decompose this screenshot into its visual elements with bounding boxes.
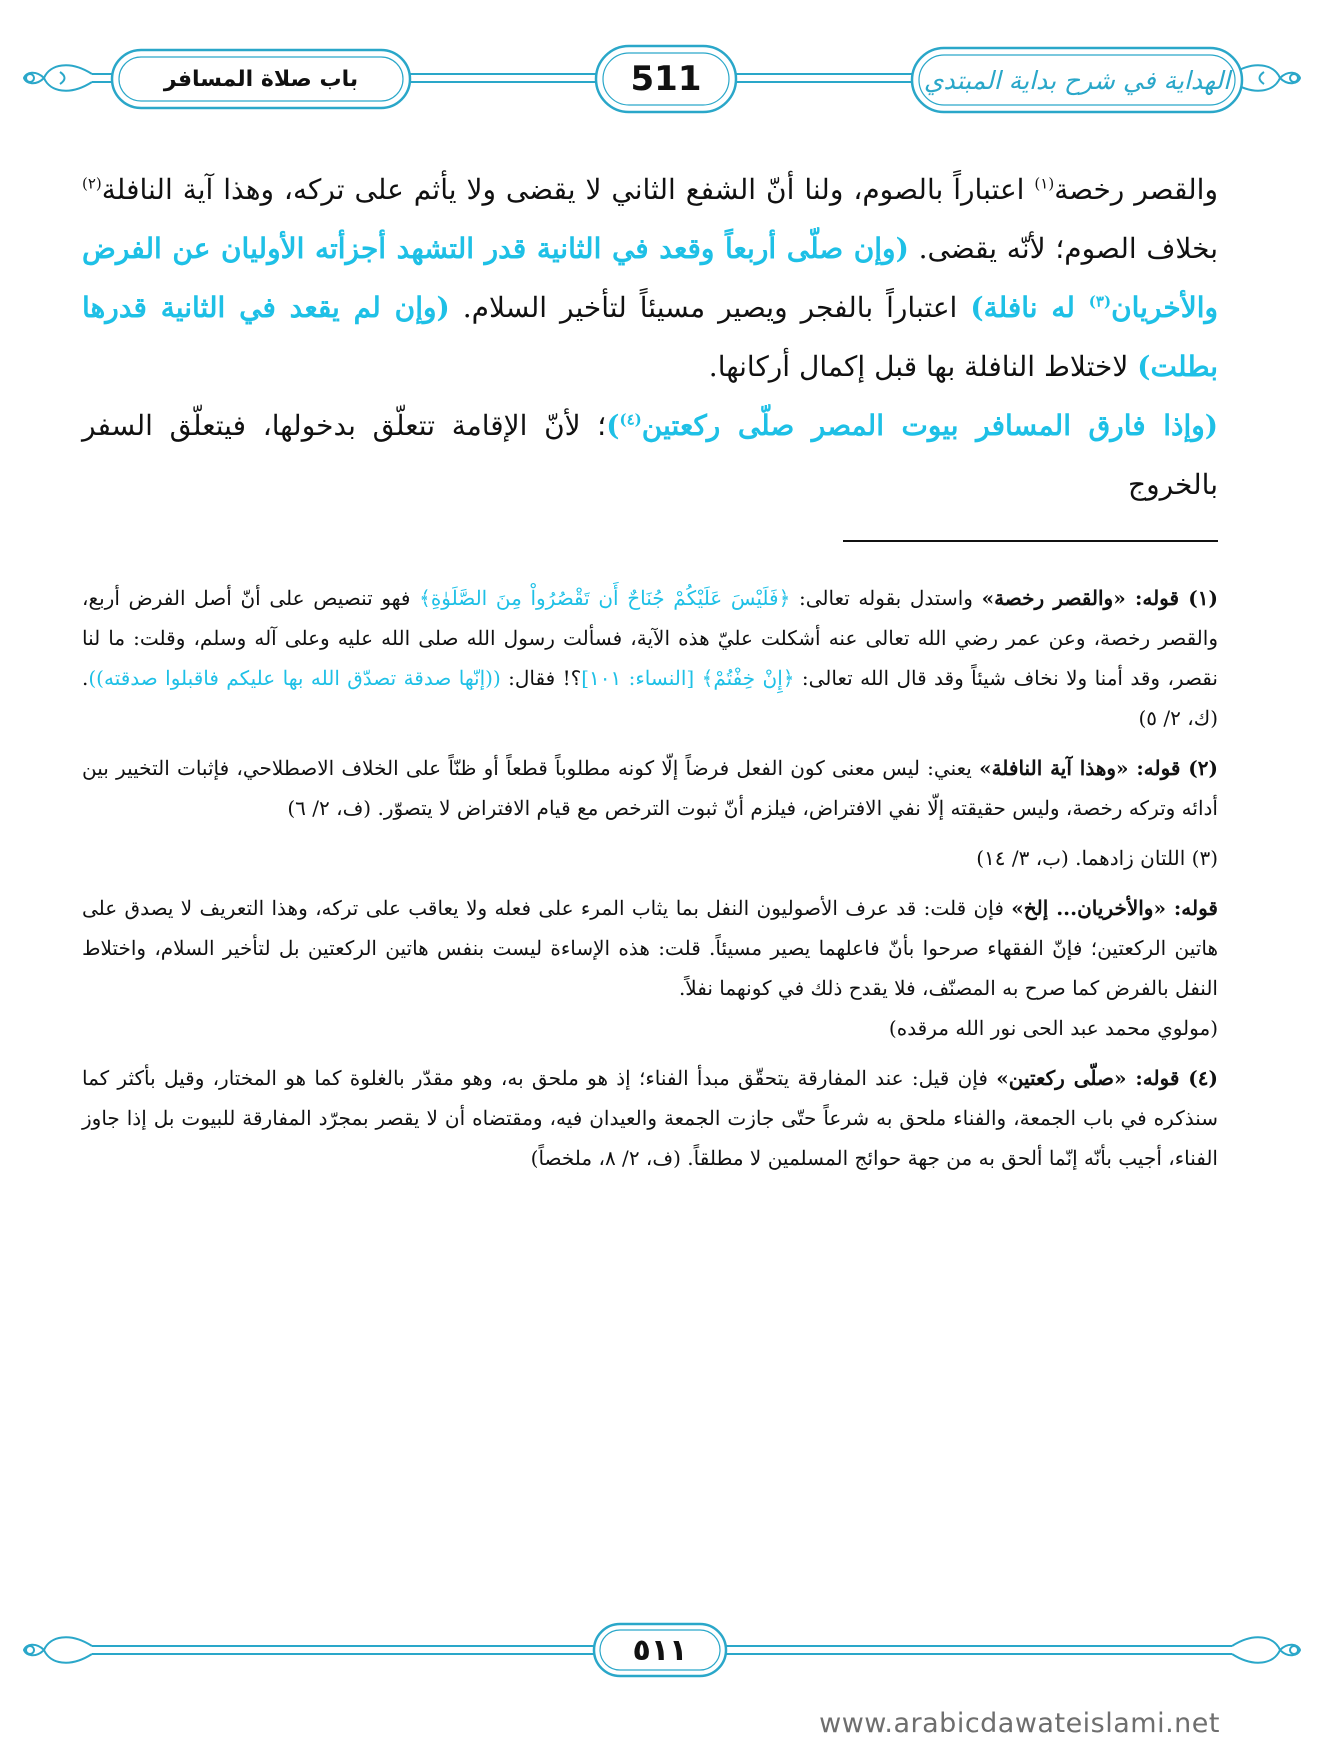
footnote-ref-4[interactable]: (٤) — [619, 410, 642, 429]
matn-highlight: (وإن صلّى أربعاً وقعد في الثانية قدر التشهد أجزأته الأوليان عن الفرض والأخريان — [82, 232, 1218, 324]
footnote-1 — [82, 578, 1218, 738]
matn-highlight: ) — [606, 409, 620, 442]
text-run: ؟! فقال: — [500, 666, 582, 690]
text-run: لاختلاط النافلة بها قبل إكمال أركانها. — [708, 350, 1138, 383]
text-run: واستدل بقوله تعالى: — [790, 586, 982, 610]
footer-page-number: ٥١١ — [632, 1632, 688, 1668]
text-run: فهو تنصيص على أنّ أصل الفرض أربع، والقصر رخصة، وعن عمر رضي الله تعالى عنه أشكلت عليّ هذه الآية، فسألت رسول الله صلى الله عليه وعلى آله وسلم، وقلت: ما لنا نقصر، وقد أمنا ولا نخاف شيئاً وقد قال الله تعالى: — [82, 586, 1218, 690]
book-title-cartouche — [912, 48, 1242, 112]
quran-verse: ﴿إِنْ خِفْتُمْ﴾ [النساء: ١٠١] — [581, 666, 795, 690]
footnote-4 — [82, 1058, 1218, 1178]
matn-highlight: (وإذا فارق المسافر بيوت المصر صلّى ركعتين — [641, 409, 1218, 442]
footnotes — [82, 578, 1218, 1188]
footnote-separator — [843, 540, 1218, 542]
text-run: فإن قلت: قد عرف الأصوليون النفل بما يثاب المرء على فعله ولا يعاقب على تركه، وهذا التعريف لا يصدق على هاتين الركعتين؛ فإنّ الفقهاء صرحوا بأنّ فاعلهما يصير مسيئاً. قلت: هذه الإساءة ليست بنفس هاتين الركعتين بل لتأخير السلام، واختلاط النفل بالفرض كما صرح به المصنّف، فلا يقدح ذلك في كونهما نفلاً. — [82, 896, 1218, 1000]
text-run: فإن قيل: عند المفارقة يتحقّق مبدأ الفناء؛ إذ هو ملحق به، وهو مقدّر بالغلوة كما هو المختار، وقيل بأكثر كما سنذكره في باب الجمعة، والفناء ملحق به شرعاً حتّى جازت الجمعة والعيدان فيه، ومقتضاه أن لا يقصر بمجرّد المفارقة للبيوت بل إذا جاوز الفناء، أجيب بأنّه إنّما ألحق به من جهة حوائج المسلمين لا مطلقاً. (ف، ٢/ ٨، ملخصاً) — [82, 1066, 1218, 1170]
main-text — [82, 160, 1218, 514]
footnote-ref-3[interactable]: (٣) — [1088, 292, 1112, 311]
chapter-title: باب صلاة المسافر — [163, 66, 359, 92]
page-number: 511 — [630, 59, 702, 99]
matn-highlight: (وإن لم يقعد في الثانية قدرها بطلت) — [82, 291, 1218, 383]
text-run: بخلاف الصوم؛ لأنّه يقضى. — [908, 232, 1218, 265]
source-reference: . (ك، ٢/ ٥) — [82, 666, 1218, 730]
text-run: والقصر رخصة — [1054, 173, 1218, 206]
hadith-quote: ((إنّها صدقة تصدّق الله بها عليكم فاقبلوا صدقته)) — [88, 666, 501, 690]
matn-highlight: له نافلة) — [970, 291, 1089, 324]
book-title: الهداية في شرح بداية المبتدي — [923, 65, 1231, 95]
main-paragraph-2 — [82, 396, 1218, 514]
footnote-lead: قوله: «صلّى ركعتين» — [996, 1066, 1180, 1090]
footnote-3 — [82, 838, 1218, 878]
main-paragraph-1 — [82, 160, 1218, 396]
footnote-number: (٢) — [1180, 756, 1218, 780]
text-run: اعتباراً بالصوم، ولنا أنّ الشفع الثاني لا يقضى ولا يأثم على تركه، وهذا آية النافلة — [101, 173, 1035, 206]
footnote-number: (١) — [1179, 586, 1218, 610]
chapter-cartouche — [112, 50, 410, 108]
text-run: اعتباراً بالفجر ويصير مسيئاً لتأخير السلام. — [449, 291, 971, 324]
footnote-lead: قوله: «والأخريان... إلخ» — [1011, 896, 1218, 920]
footnote-lead: قوله: «وهذا آية النافلة» — [979, 756, 1181, 780]
footnote-number: (٤) — [1179, 1066, 1218, 1090]
footer-page-number-cartouche — [594, 1624, 726, 1676]
text-run: ؛ لأنّ الإقامة تتعلّق بدخولها، فيتعلّق السفر بالخروج — [82, 409, 1218, 501]
quran-verse: ﴿فَلَيْسَ عَلَيْكُمْ جُنَاحٌ أَن تَقْصُرُواْ مِنَ الصَّلَوٰةِ﴾ — [419, 586, 791, 610]
commentary-author: (مولوي محمد عبد الحى نور الله مرقده) — [888, 1016, 1218, 1040]
footnote-2 — [82, 748, 1218, 828]
footnote-lead: قوله: «والقصر رخصة» — [981, 586, 1180, 610]
footnote-3-commentary — [82, 888, 1218, 1048]
page-number-cartouche — [596, 46, 736, 112]
text-run: يعني: ليس معنى كون الفعل فرضاً إلّا كونه مطلوباً قطعاً أو ظنّاً على الخلاف الاصطلاحي، فإثبات التخيير بين أدائه وتركه رخصة، وليس حقيقته إلّا نفي الافتراض، فيلزم أنّ ثبوت الترخص مع قيام الافتراض لا يتصوّر. (ف، ٢/ ٦) — [82, 756, 1218, 820]
text-run: (٣) اللتان زادهما. (ب، ٣/ ١٤) — [976, 846, 1218, 870]
footnote-ref-1[interactable]: (١) — [1034, 174, 1055, 193]
footnote-ref-2[interactable]: (٢) — [82, 174, 102, 193]
website-link[interactable]: www.arabicdawateislami.net — [819, 1708, 1220, 1739]
